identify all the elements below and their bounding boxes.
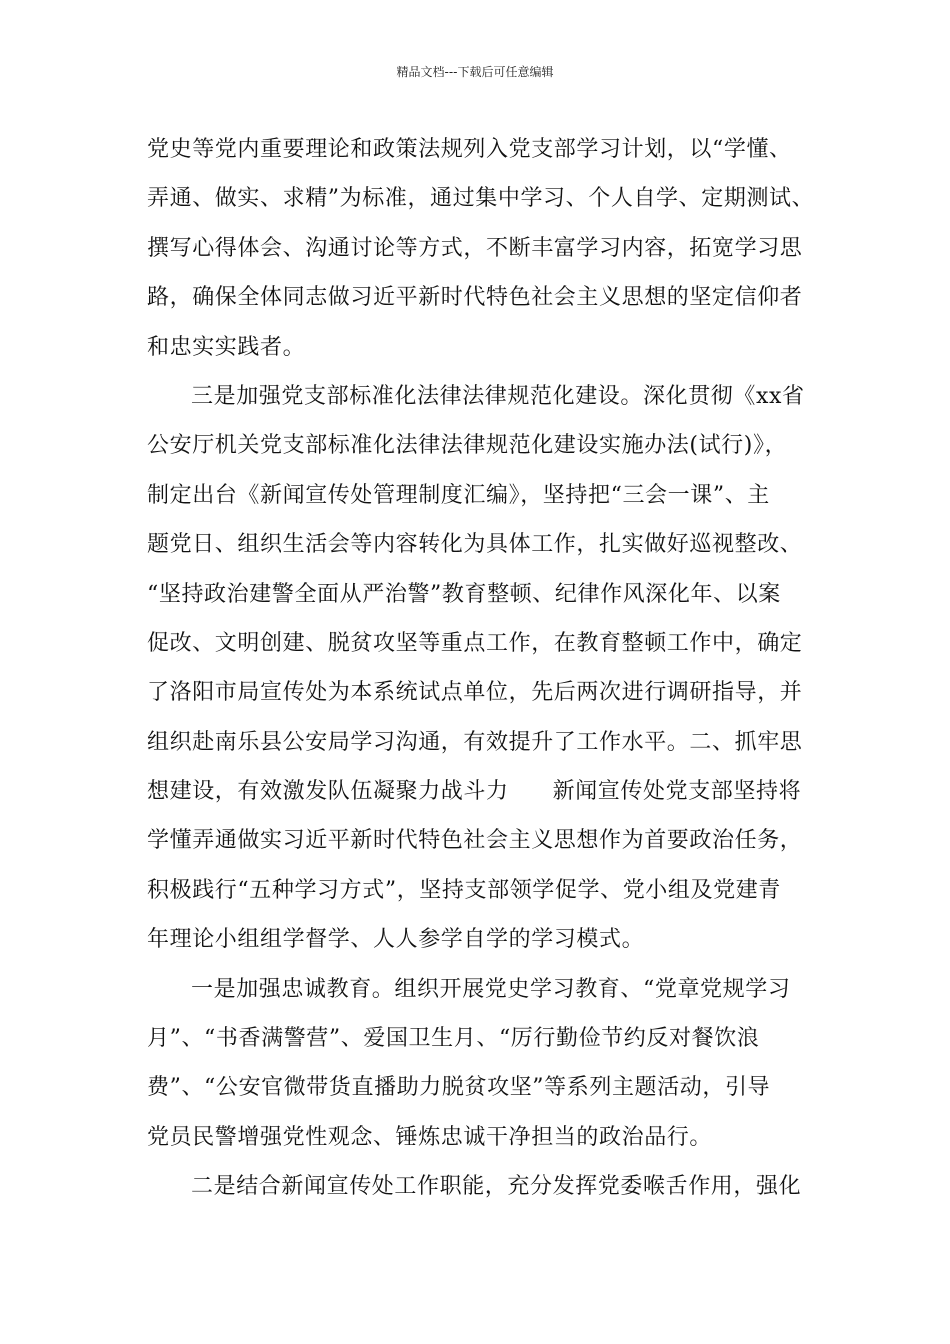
paragraph-start-line: 一是加强忠诚教育。组织开展党史学习教育、“党章党规学习	[191, 976, 791, 1002]
page-header: 精品文档---下载后可任意编辑	[396, 65, 554, 79]
document-body	[147, 125, 815, 1212]
text-line: 制定出台《新闻宣传处管理制度汇编》，坚持把“三会一课”、主	[147, 482, 770, 508]
text-line: 题党日、组织生活会等内容转化为具体工作，扎实做好巡视整改、	[147, 532, 803, 558]
text-line: 年理论小组组学督学、人人参学自学的学习模式。	[147, 927, 645, 953]
text-line: 积极践行“五种学习方式”，坚持支部领学促学、党小组及党建青	[147, 877, 781, 903]
text-line: 和忠实实践者。	[147, 334, 306, 360]
text-line: 公安厅机关党支部标准化法律法律规范化建设实施办法(试行)》，	[147, 433, 788, 459]
paragraph-start-line: 三是加强党支部标准化法律法律规范化建设。深化贯彻《xx省	[191, 383, 805, 409]
text-line: 学懂弄通做实习近平新时代特色社会主义思想作为首要政治任务，	[147, 828, 803, 854]
text-line: 组织赴南乐县公安局学习沟通，有效提升了工作水平。二、抓牢思	[147, 729, 803, 755]
section-heading-tail: 想建设，有效激发队伍凝聚力战斗力	[147, 779, 509, 805]
text-line: “坚持政治建警全面从严治警”教育整顿、纪律作风深化年、以案	[147, 581, 781, 607]
text-line: 费”、“公安官微带货直播助力脱贫攻坚”等系列主题活动，引导	[147, 1075, 771, 1101]
text-line: 党史等党内重要理论和政策法规列入党支部学习计划，以“学懂、	[147, 137, 792, 162]
text-line-with-gap	[147, 767, 807, 816]
text-line: 促改、文明创建、脱贫攻坚等重点工作，在教育整顿工作中，确定	[147, 630, 803, 656]
paragraph-start-inline: 新闻宣传处党支部坚持将	[552, 779, 802, 805]
text-line: 党员民警增强党性观念、锤炼忠诚干净担当的政治品行。	[147, 1124, 713, 1150]
text-line: 撰写心得体会、沟通讨论等方式，不断丰富学习内容，拓宽学习思	[147, 235, 803, 261]
paragraph-start-line: 二是结合新闻宣传处工作职能，充分发挥党委喉舌作用，强化	[191, 1174, 802, 1200]
text-line: 月”、“书香满警营”、爱国卫生月、“厉行勤俭节约反对餐饮浪	[147, 1026, 760, 1052]
text-line: 路，确保全体同志做习近平新时代特色社会主义思想的坚定信仰者	[147, 285, 803, 311]
text-line: 弄通、做实、求精”为标准，通过集中学习、个人自学、定期测试、	[147, 186, 815, 212]
text-line: 了洛阳市局宣传处为本系统试点单位，先后两次进行调研指导，并	[147, 680, 803, 706]
